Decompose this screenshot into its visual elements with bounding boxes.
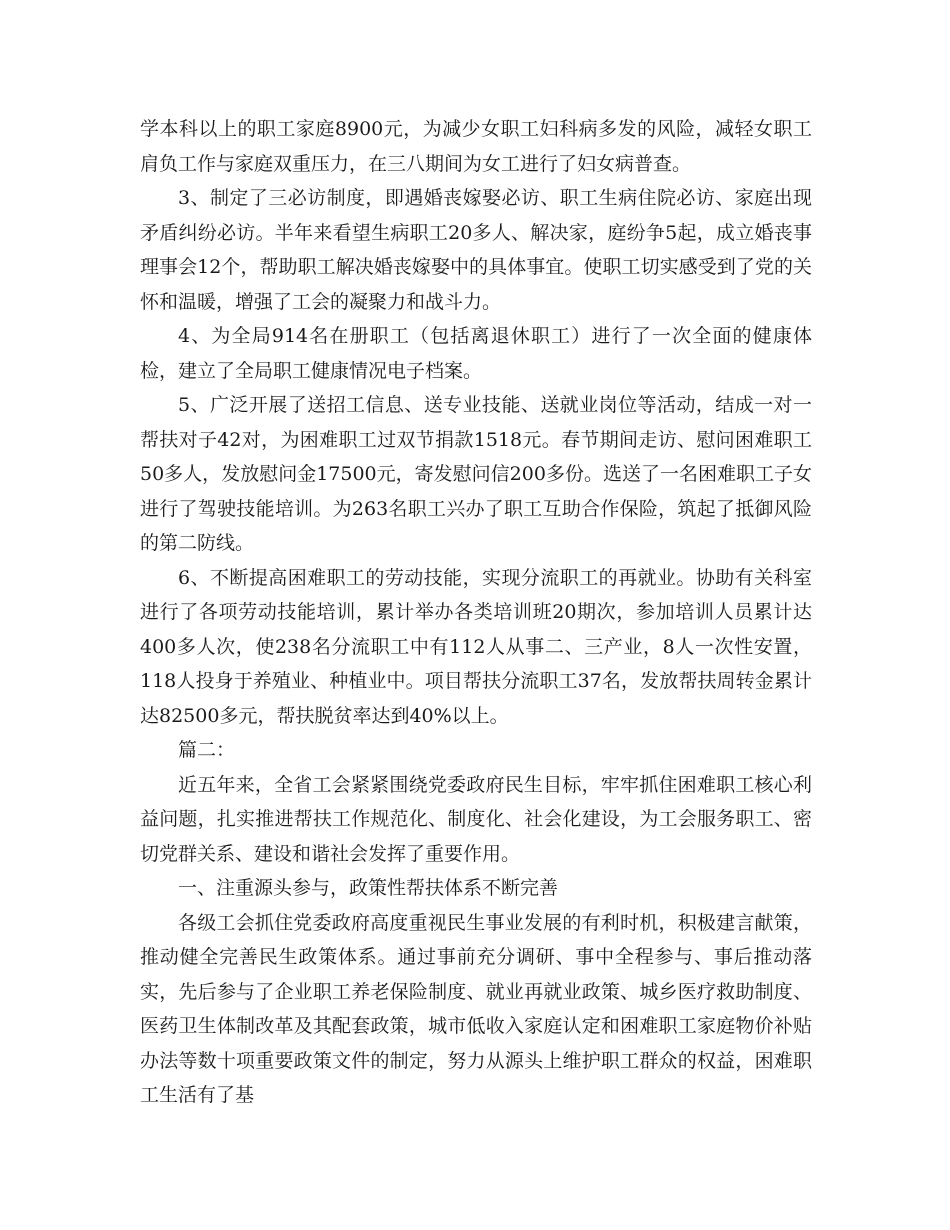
paragraph-item-3: 3、制定了三必访制度，即遇婚丧嫁娶必访、职工生病住院必访、家庭出现矛盾纠纷必访。半年来看望生病职工20多人、解决家，庭纷争5起，成立婚丧事理事会12个，帮助职工解决婚丧嫁娶中的具体事宜。使职工切实感受到了党的关怀和温暖，增强了工会的凝聚力和战斗力。 bbox=[140, 187, 812, 313]
paragraph-continuation: 学本科以上的职工家庭8900元，为减少女职工妇科病多发的风险，减轻女职工肩负工作与家庭双重压力，在三八期间为女工进行了妇女病普查。 bbox=[140, 118, 812, 175]
paragraph-intro: 近五年来，全省工会紧紧围绕党委政府民生目标，牢牢抓住困难职工核心利益问题，扎实推进帮扶工作规范化、制度化、社会化建设，为工会服务职工、密切党群关系、建设和谐社会发挥了重要作用。 bbox=[140, 773, 812, 865]
subsection-heading-one: 一、注重源头参与，政策性帮扶体系不断完善 bbox=[178, 877, 559, 899]
document-body bbox=[140, 112, 812, 1113]
paragraph-item-4: 4、为全局914名在册职工（包括离退休职工）进行了一次全面的健康体检，建立了全局职工健康情况电子档案。 bbox=[140, 325, 812, 382]
paragraph-item-5: 5、广泛开展了送招工信息、送专业技能、送就业岗位等活动，结成一对一帮扶对子42对，为困难职工过双节捐款1518元。春节期间走访、慰问困难职工50多人，发放慰问金17500元，寄发慰问信200多份。选送了一名困难职工子女进行了驾驶技能培训。为263名职工兴办了职工互助合作保险，筑起了抵御风险的第二防线。 bbox=[140, 394, 812, 554]
section-heading-part-two: 篇二： bbox=[178, 739, 236, 761]
paragraph-policy: 各级工会抓住党委政府高度重视民生事业发展的有利时机，积极建言献策，推动健全完善民生政策体系。通过事前充分调研、事中全程参与、事后推动落实，先后参与了企业职工养老保险制度、就业再就业政策、城乡医疗救助制度、医药卫生体制改革及其配套政策，城市低收入家庭认定和困难职工家庭物价补贴办法等数十项重要政策文件的制定，努力从源头上维护职工群众的权益，困难职工生活有了基 bbox=[140, 911, 812, 1106]
paragraph-item-6: 6、不断提高困难职工的劳动技能，实现分流职工的再就业。协助有关科室进行了各项劳动技能培训，累计举办各类培训班20期次，参加培训人员累计达400多人次，使238名分流职工中有112人从事二、三产业，8人一次性安置，118人投身于养殖业、种植业中。项目帮扶分流职工37名，发放帮扶周转金累计达82500多元，帮扶脱贫率达到40%以上。 bbox=[140, 566, 812, 727]
